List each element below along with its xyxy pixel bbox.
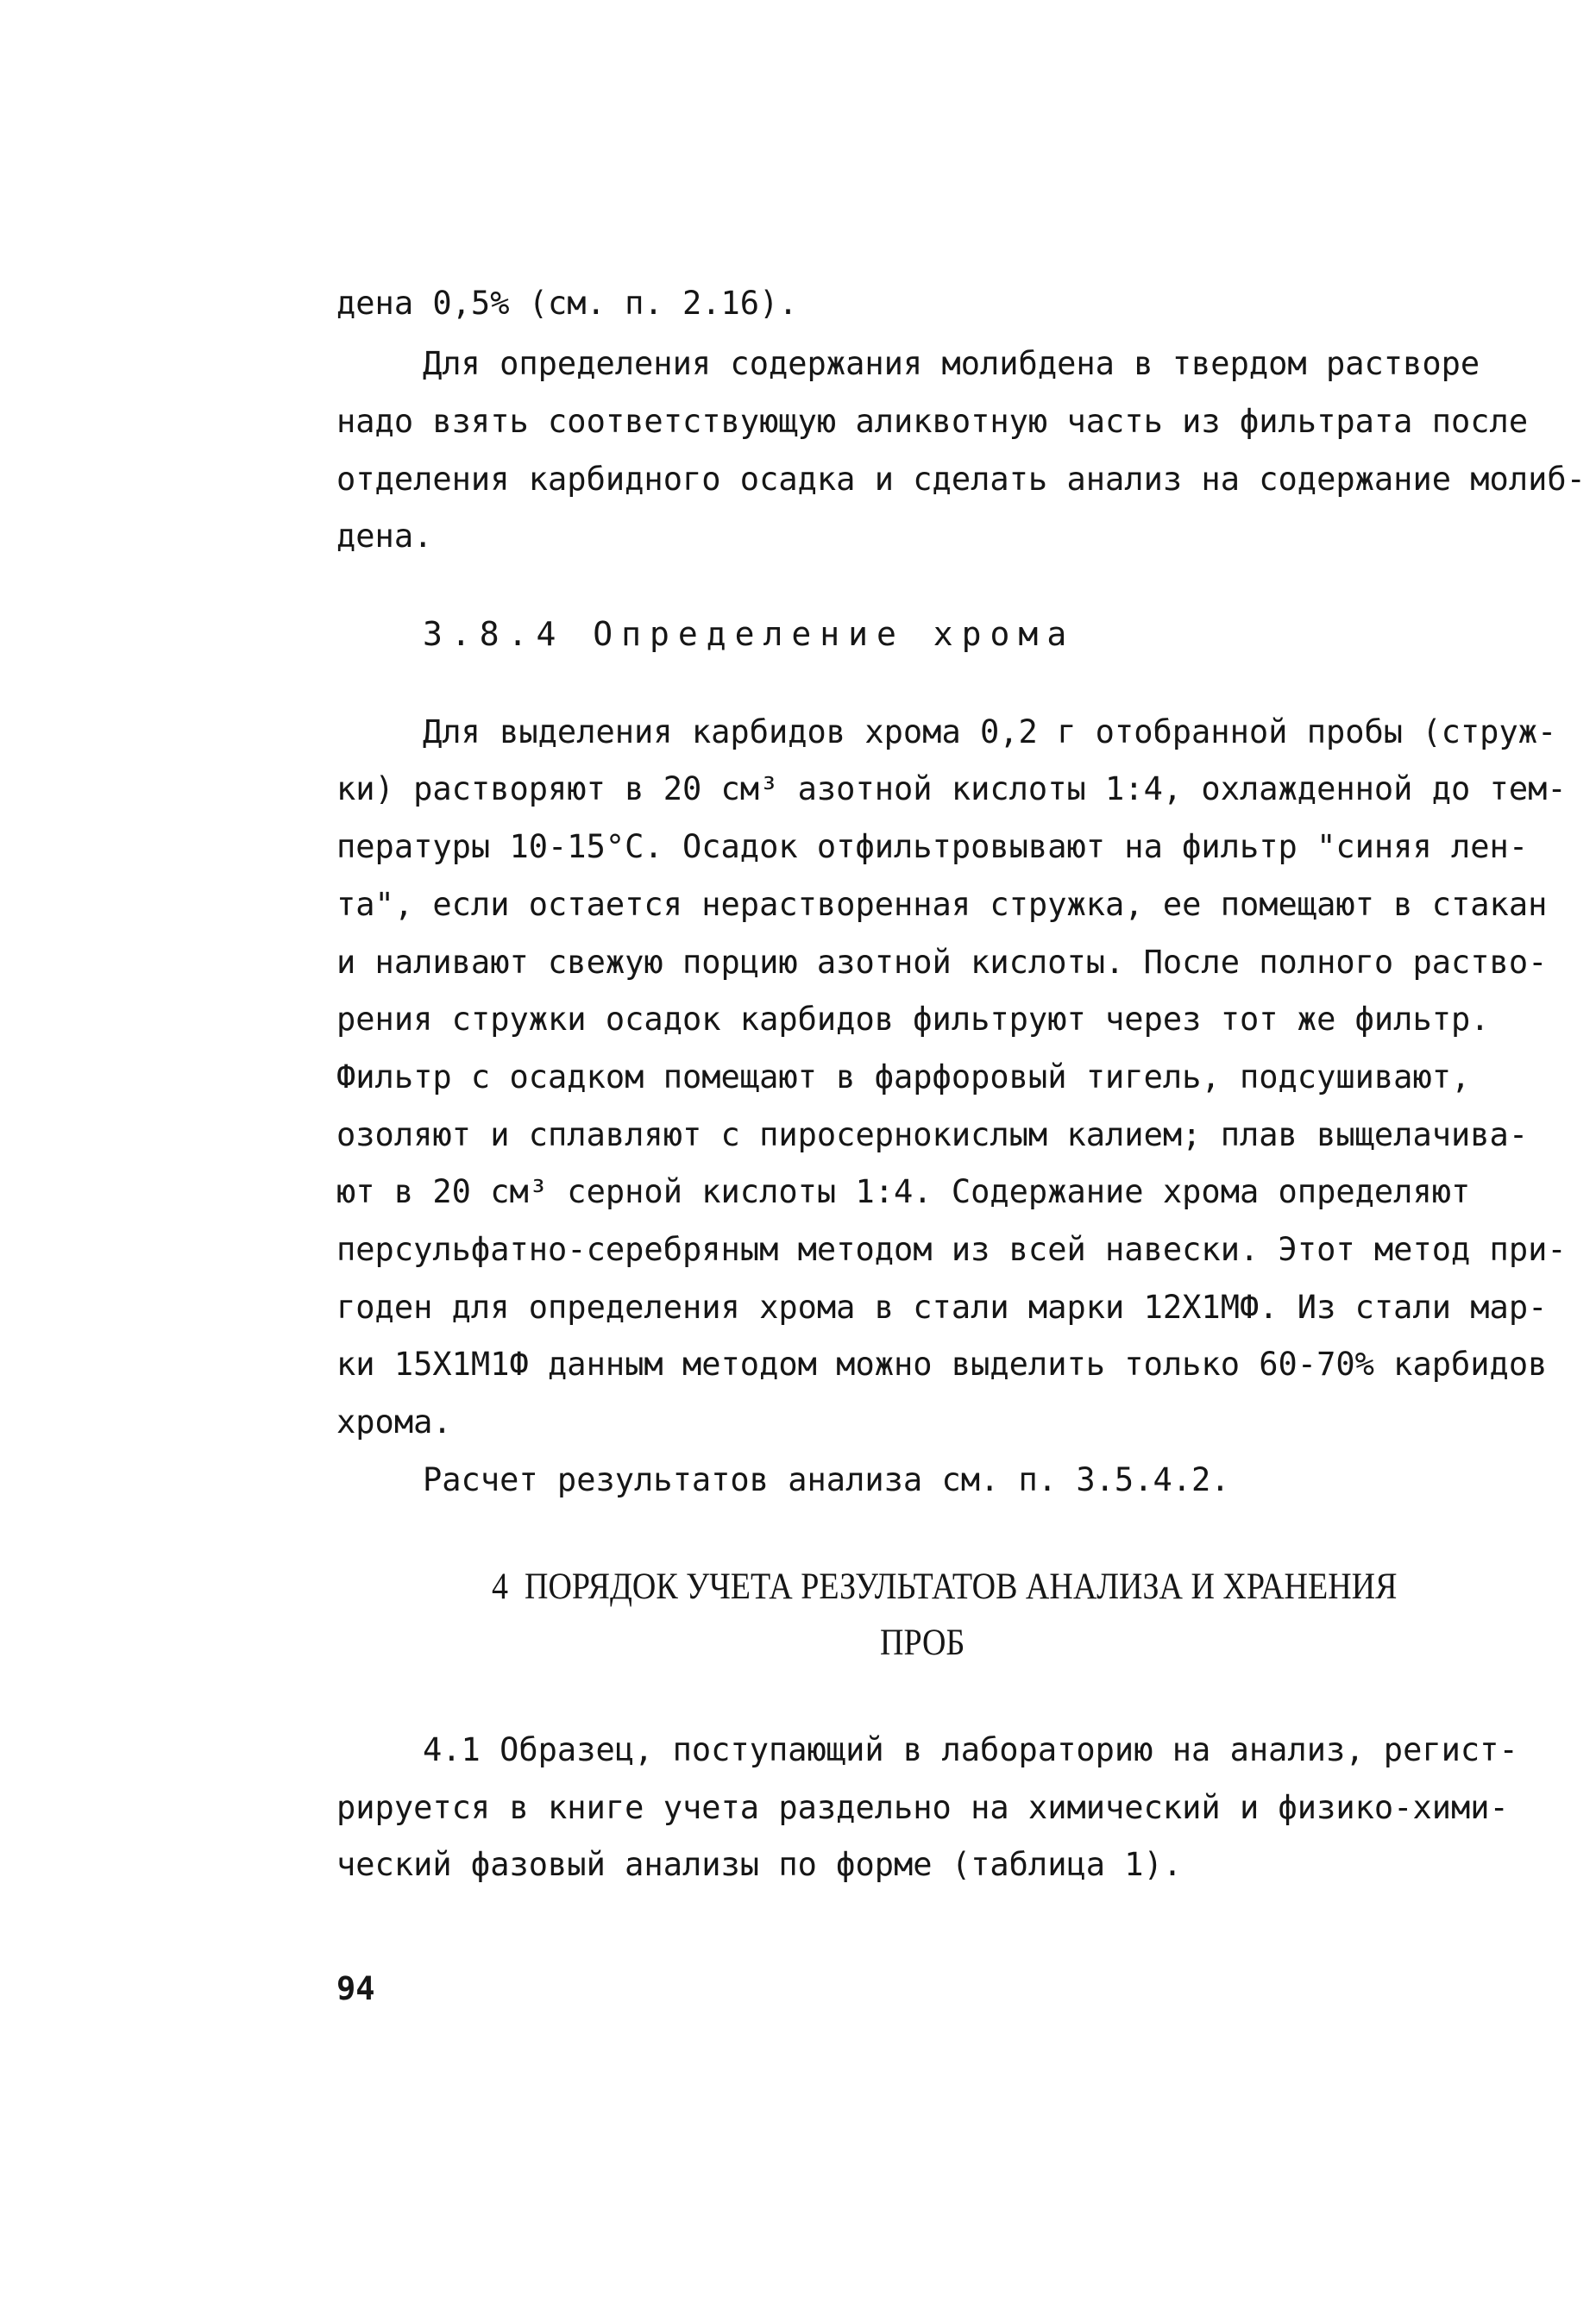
text-line: Расчет результатов анализа см. п. 3.5.4.2. bbox=[423, 1461, 1230, 1498]
text-line: рируется в книге учета раздельно на химический и физико-хими- bbox=[336, 1789, 1509, 1826]
text-line: дена 0,5% (см. п. 2.16). bbox=[336, 285, 798, 322]
text-line: озоляют и сплавляют с пиросернокислым калием; плав выщелачива- bbox=[336, 1116, 1529, 1153]
text-line: отделения карбидного осадка и сделать анализ на содержание молиб- bbox=[336, 461, 1586, 498]
text-line: та", если остается нерастворенная стружка, ее помещают в стакан bbox=[336, 886, 1548, 923]
text-line: персульфатно-серебряным методом из всей навески. Этот метод при- bbox=[336, 1231, 1567, 1268]
text-line: Для выделения карбидов хрома 0,2 г отобранной пробы (струж- bbox=[423, 713, 1557, 750]
text-line: годен для определения хрома в стали марки 12Х1МФ. Из стали мар- bbox=[336, 1289, 1548, 1326]
text-line: надо взять соответствующую аликвотную часть из фильтрата после bbox=[336, 403, 1529, 440]
text-line: ки 15Х1М1Ф данным методом можно выделить только 60-70% карбидов bbox=[336, 1346, 1548, 1383]
text-line: 4.1 Образец, поступающий в лабораторию на анализ, регист- bbox=[423, 1731, 1518, 1768]
section-title: 4 ПОРЯДОК УЧЕТА РЕЗУЛЬТАТОВ АНАЛИЗА И ХРАНЕНИЯ bbox=[492, 1565, 1398, 1608]
text-line: и наливают свежую порцию азотной кислоты. После полного раство- bbox=[336, 944, 1548, 981]
text-line: Для определения содержания молибдена в твердом растворе bbox=[423, 345, 1480, 382]
text-line: хрома. bbox=[336, 1403, 452, 1441]
text-line: Фильтр с осадком помещают в фарфоровый тигель, подсушивают, bbox=[336, 1058, 1471, 1096]
section-title: ПРОБ bbox=[880, 1621, 965, 1664]
text-line: ческий фазовый анализы по форме (таблица 1). bbox=[336, 1846, 1183, 1883]
page-number: 94 bbox=[336, 1970, 375, 2007]
text-line: ки) растворяют в 20 см³ азотной кислоты 1:4, охлажденной до тем- bbox=[336, 770, 1567, 807]
text-line: рения стружки осадок карбидов фильтруют через тот же фильтр. bbox=[336, 1001, 1490, 1038]
text-line: ют в 20 см³ серной кислоты 1:4. Содержание хрома определяют bbox=[336, 1173, 1471, 1210]
text-line: дена. bbox=[336, 518, 433, 555]
text-line: пературы 10-15°С. Осадок отфильтровывают на фильтр "синяя лен- bbox=[336, 828, 1529, 865]
section-heading: 3.8.4 Определение хрома bbox=[423, 615, 1076, 653]
